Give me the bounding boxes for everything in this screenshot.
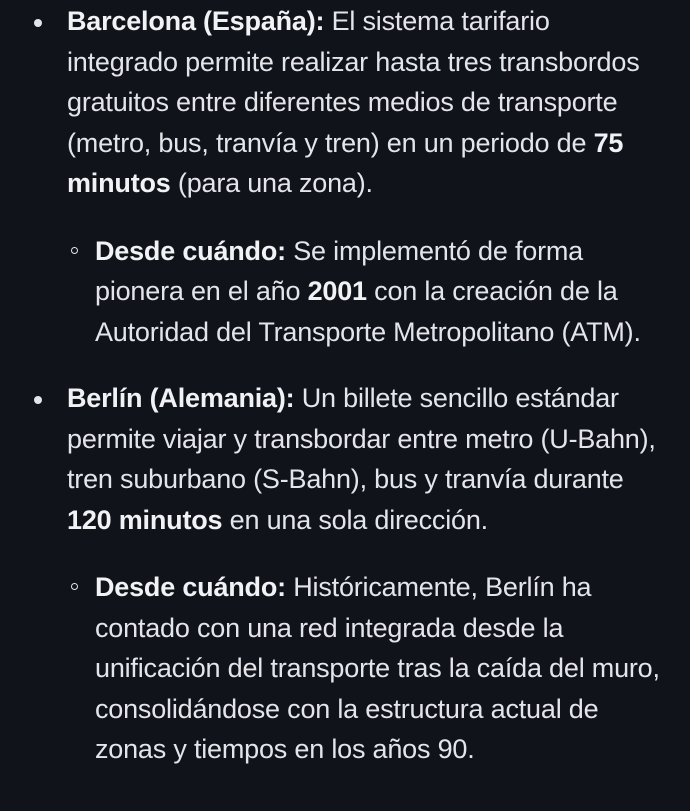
item-text: Un billete sencillo estándar permite viajar y transbordar entre metro (U-Bahn), tren suburbano (S-Bahn), bus y tranvía durante	[67, 383, 656, 494]
hollow-bullet-icon	[71, 247, 78, 254]
bullet-icon	[34, 396, 42, 404]
bullet-icon	[34, 19, 42, 27]
response-content	[0, 1, 690, 770]
sub-item-text: Se implementó de forma pionera en el año	[95, 235, 583, 306]
item-text: El sistema tarifario integrado permite realizar hasta tres transbordos gratuitos entre diferentes medios de transporte (metro, bus, tranvía y tren) en un periodo de	[67, 6, 640, 158]
item-text: en una sola dirección.	[222, 504, 488, 535]
sub-item-paragraph	[95, 567, 662, 770]
sub-item-paragraph	[95, 231, 662, 353]
sub-item-highlight: 2001	[307, 276, 367, 306]
sub-list-item	[67, 567, 662, 770]
sub-item-text: con la creación de la Autoridad del Transporte Metropolitano (ATM).	[95, 276, 641, 347]
sub-item-text: Históricamente, Berlín ha contado con una red integrada desde la unificación del transporte tras la caída del muro, consolidándose con la estructura actual de zonas y tiempos en los años 90.	[95, 572, 660, 764]
sub-list-item	[67, 231, 662, 353]
item-paragraph	[67, 378, 662, 540]
sub-item-label: Desde cuándo:	[95, 235, 286, 266]
list-item-berlin	[0, 378, 690, 770]
item-highlight: 75 minutos	[67, 127, 624, 198]
item-label: Berlín (Alemania):	[67, 383, 295, 413]
item-text: (para una zona).	[170, 168, 373, 198]
item-label: Barcelona (España):	[67, 6, 325, 36]
item-highlight: 120 minutos	[67, 504, 223, 535]
item-paragraph	[67, 1, 662, 204]
sub-item-label: Desde cuándo:	[95, 572, 286, 602]
hollow-bullet-icon	[71, 583, 78, 590]
list-item-barcelona	[0, 1, 690, 352]
